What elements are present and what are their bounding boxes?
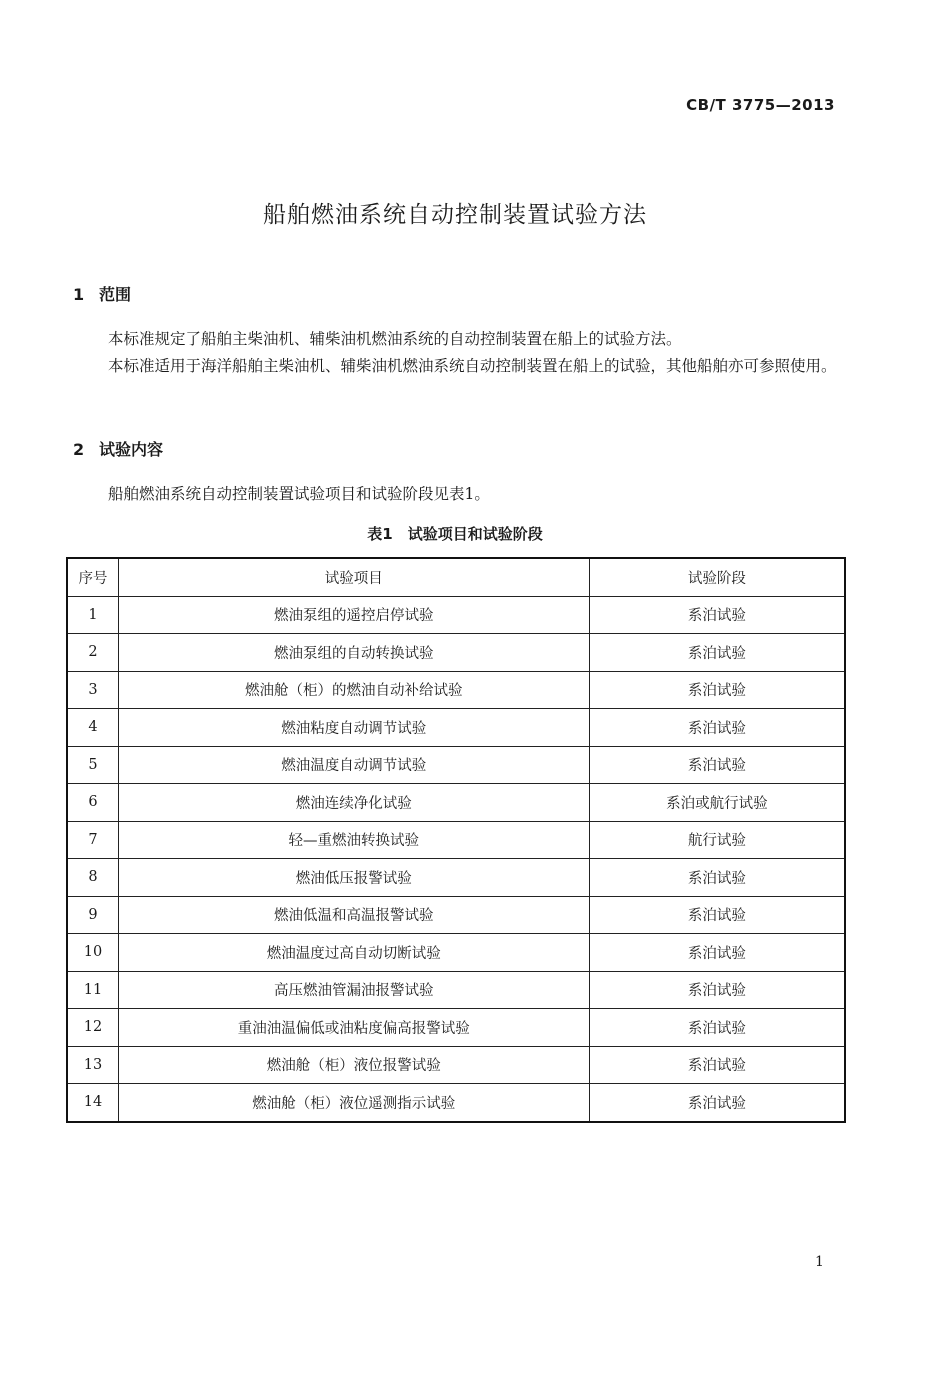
serial-no-cell: 14 (67, 1084, 118, 1122)
test-item-cell: 重油油温偏低或油粘度偏高报警试验 (118, 1009, 589, 1047)
serial-no-cell: 5 (67, 746, 118, 784)
test-item-cell: 燃油粘度自动调节试验 (118, 709, 589, 747)
test-item-cell: 轻—重燃油转换试验 (118, 821, 589, 859)
section-1-heading (73, 282, 131, 305)
test-stage-cell: 系泊试验 (589, 1009, 845, 1047)
section-title: 试验内容 (99, 440, 164, 459)
serial-no-cell: 8 (67, 859, 118, 897)
serial-no-cell: 1 (67, 596, 118, 634)
serial-no-cell: 6 (67, 784, 118, 822)
serial-no-cell: 4 (67, 709, 118, 747)
test-item-cell: 燃油泵组的自动转换试验 (118, 634, 589, 672)
header-test-stage: 试验阶段 (589, 558, 845, 596)
table-row (67, 934, 845, 972)
test-item-cell: 燃油舱（柜）液位报警试验 (118, 1046, 589, 1084)
test-stage-cell: 系泊试验 (589, 746, 845, 784)
test-stage-cell: 系泊试验 (589, 1084, 845, 1122)
section-title: 范围 (99, 285, 132, 304)
test-stage-cell: 系泊试验 (589, 934, 845, 972)
test-item-cell: 燃油温度自动调节试验 (118, 746, 589, 784)
section-2-heading (73, 437, 163, 460)
table-row (67, 971, 845, 1009)
table-row (67, 859, 845, 897)
section-number: 2 (73, 440, 85, 459)
serial-no-cell: 10 (67, 934, 118, 972)
test-item-cell: 燃油泵组的遥控启停试验 (118, 596, 589, 634)
test-item-cell: 燃油舱（柜）液位遥测指示试验 (118, 1084, 589, 1122)
test-item-cell: 燃油舱（柜）的燃油自动补给试验 (118, 671, 589, 709)
test-item-cell: 燃油低温和高温报警试验 (118, 896, 589, 934)
test-stage-cell: 系泊试验 (589, 709, 845, 747)
test-stage-cell: 系泊试验 (589, 671, 845, 709)
test-stage-cell: 系泊试验 (589, 896, 845, 934)
serial-no-cell: 9 (67, 896, 118, 934)
table-row (67, 896, 845, 934)
test-item-cell: 燃油连续净化试验 (118, 784, 589, 822)
table-header-row (67, 558, 845, 596)
paragraph-scope-1: 本标准规定了船舶主柴油机、辅柴油机燃油系统的自动控制装置在船上的试验方法。 (108, 330, 682, 348)
serial-no-cell: 3 (67, 671, 118, 709)
table-row (67, 634, 845, 672)
test-stage-cell: 系泊或航行试验 (589, 784, 845, 822)
test-item-cell: 燃油低压报警试验 (118, 859, 589, 897)
page-number: 1 (815, 1254, 824, 1270)
test-stage-cell: 系泊试验 (589, 1046, 845, 1084)
table-row (67, 746, 845, 784)
serial-no-cell: 11 (67, 971, 118, 1009)
test-stage-cell: 系泊试验 (589, 634, 845, 672)
table-row (67, 1009, 845, 1047)
table-row (67, 1084, 845, 1122)
header-test-item: 试验项目 (118, 558, 589, 596)
test-stage-cell: 系泊试验 (589, 596, 845, 634)
test-stage-cell: 系泊试验 (589, 859, 845, 897)
test-items-table (66, 557, 846, 1123)
table-row (67, 784, 845, 822)
table-row (67, 709, 845, 747)
test-stage-cell: 航行试验 (589, 821, 845, 859)
section-number: 1 (73, 285, 85, 304)
test-item-cell: 高压燃油管漏油报警试验 (118, 971, 589, 1009)
paragraph-scope-2: 本标准适用于海洋船舶主柴油机、辅柴油机燃油系统自动控制装置在船上的试验，其他船舶亦可参照使用。 (108, 357, 837, 375)
test-stage-cell: 系泊试验 (589, 971, 845, 1009)
serial-no-cell: 2 (67, 634, 118, 672)
serial-no-cell: 12 (67, 1009, 118, 1047)
table-caption: 表1 试验项目和试验阶段 (367, 525, 543, 543)
table-row (67, 1046, 845, 1084)
header-serial-no: 序号 (67, 558, 118, 596)
table-row (67, 596, 845, 634)
serial-no-cell: 7 (67, 821, 118, 859)
document-title: 船舶燃油系统自动控制装置试验方法 (263, 202, 647, 228)
table-row (67, 671, 845, 709)
paragraph-test-content: 船舶燃油系统自动控制装置试验项目和试验阶段见表1。 (108, 485, 490, 503)
serial-no-cell: 13 (67, 1046, 118, 1084)
standard-code: CB/T 3775—2013 (686, 96, 835, 114)
test-item-cell: 燃油温度过高自动切断试验 (118, 934, 589, 972)
table-row (67, 821, 845, 859)
